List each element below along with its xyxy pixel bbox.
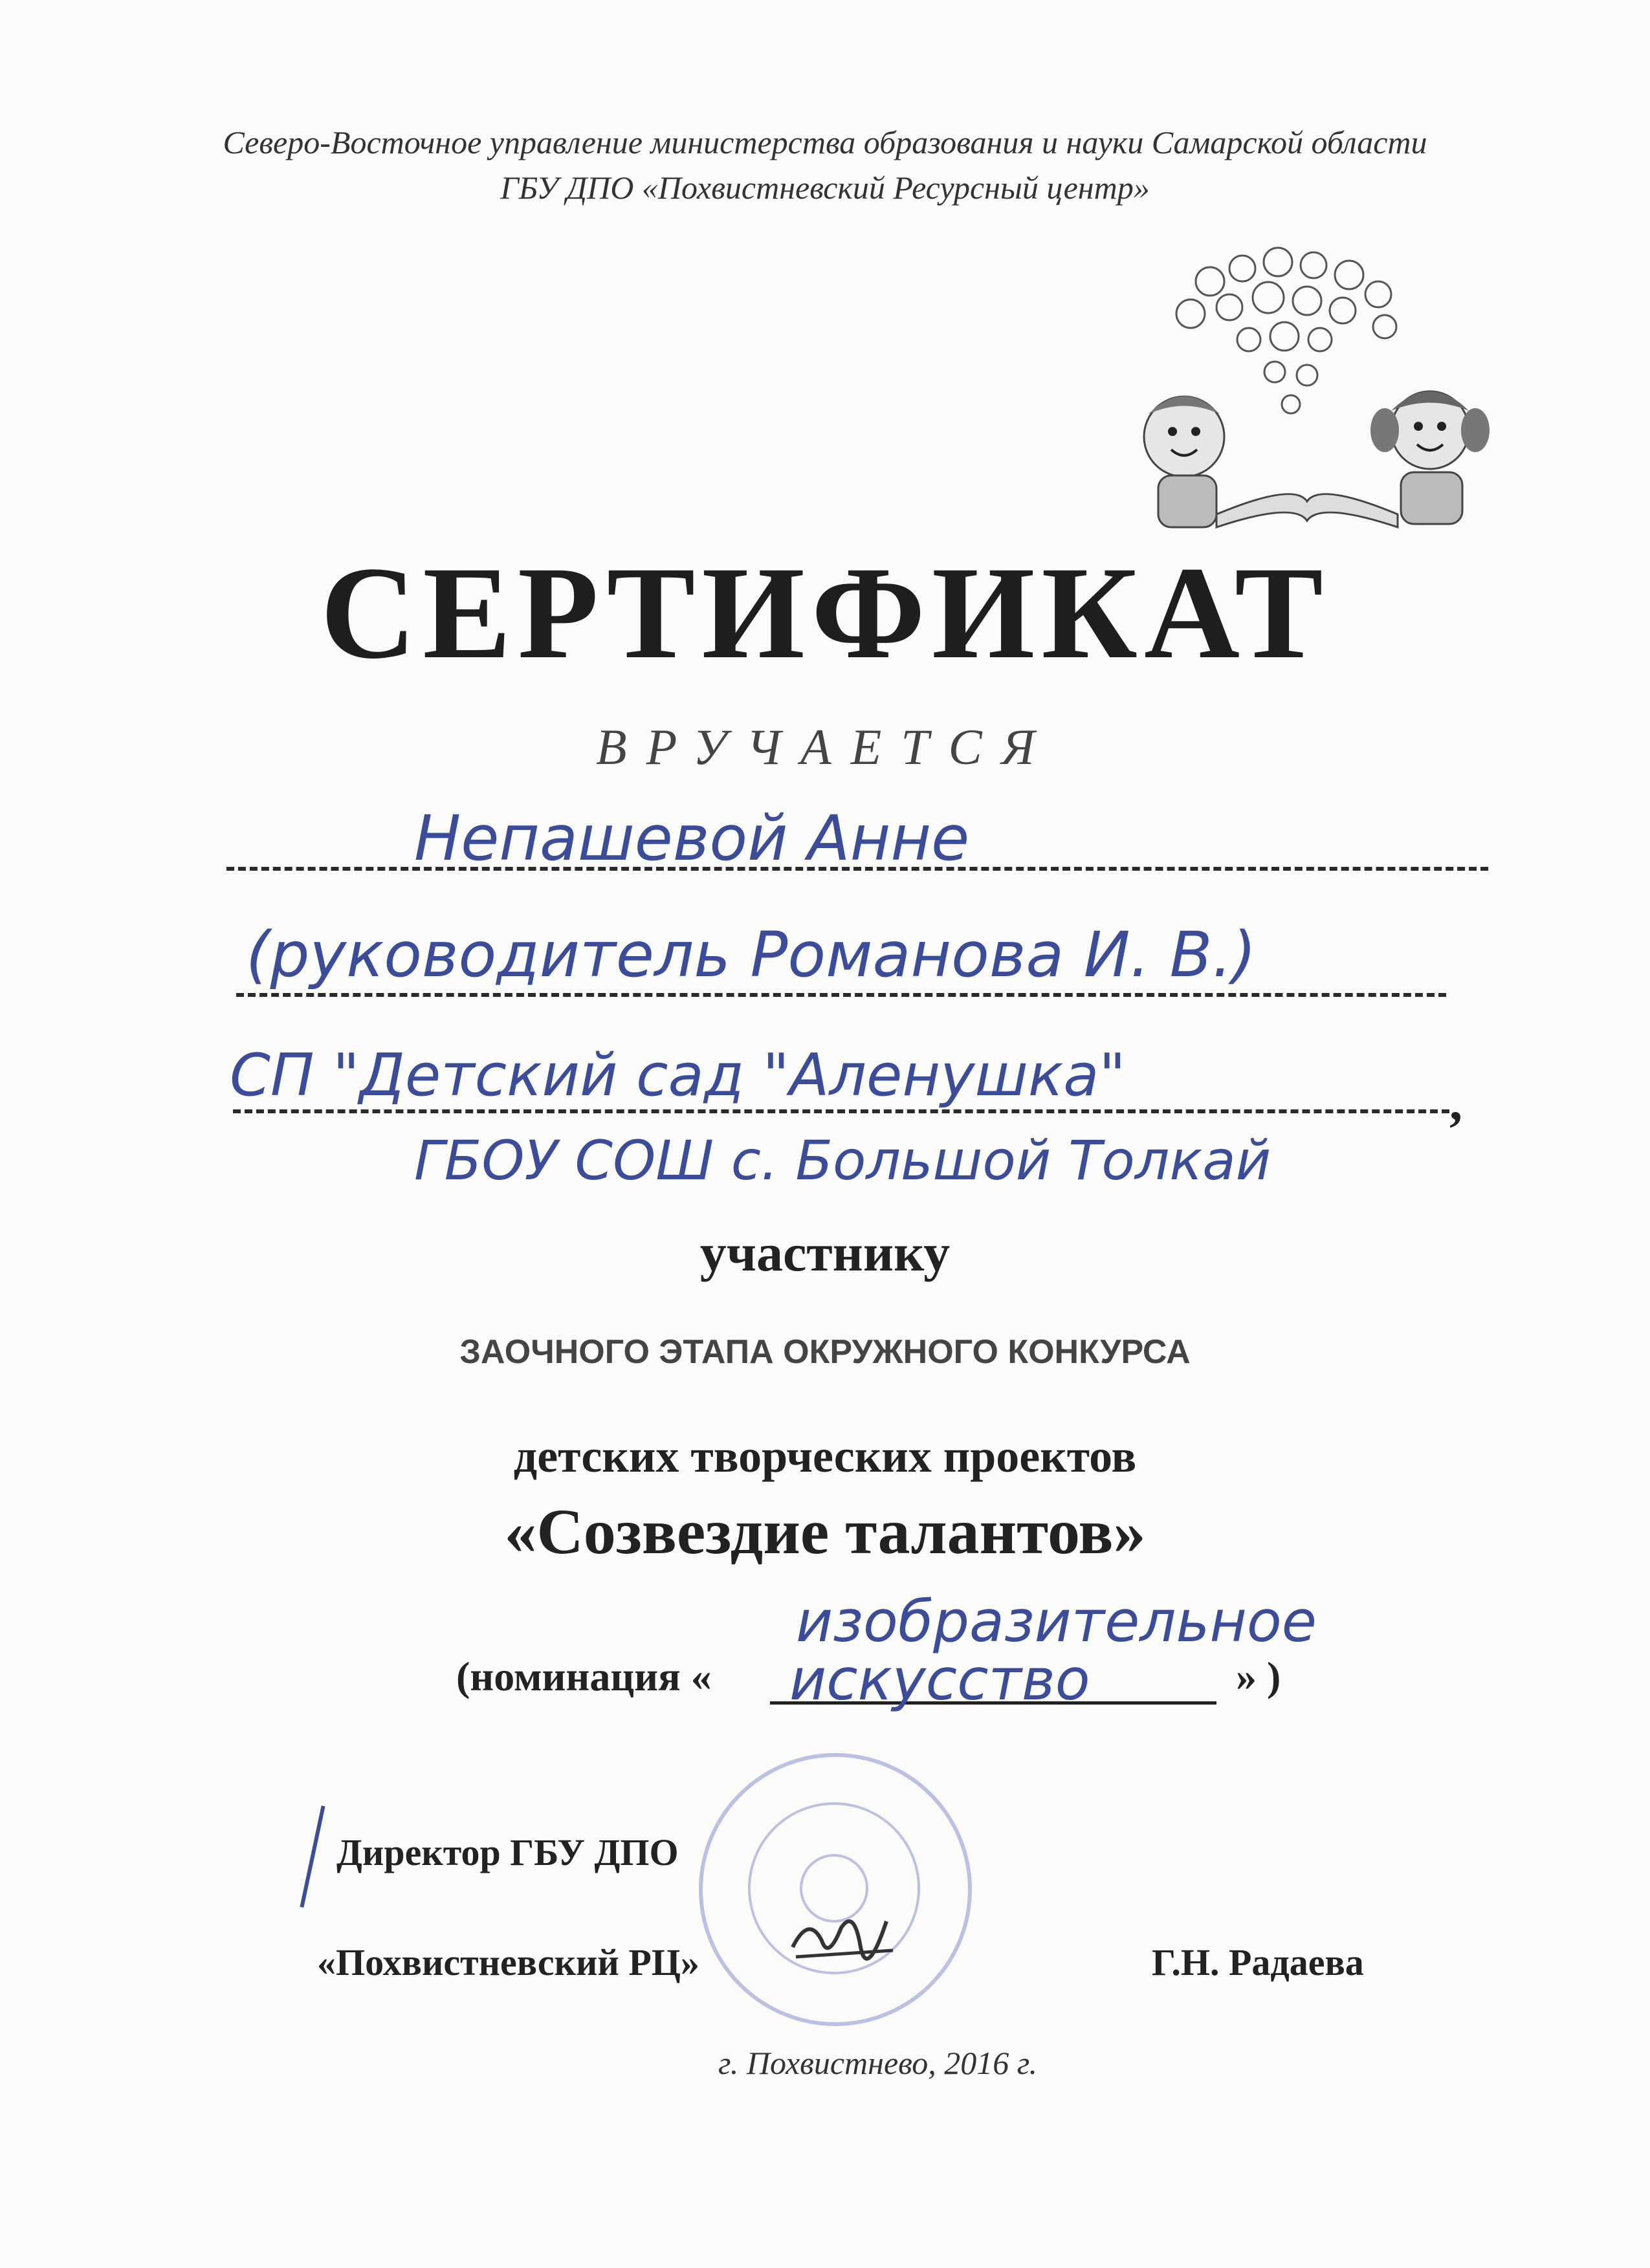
children-book-tree-icon [1113, 243, 1501, 534]
supervisor-line [236, 993, 1446, 997]
contest-name: «Созвездие талантов» [504, 1496, 1146, 1567]
nomination-prefix: (номинация « [456, 1653, 712, 1699]
contest-line: детских творческих проектов [513, 1430, 1137, 1482]
header-line-1: Северо-Восточное управление министерства образования и науки Самарской области [223, 124, 1427, 160]
recipient-name: Непашевой Анне [414, 802, 970, 875]
organization-line-1: СП "Детский сад "Аленушка" [230, 1041, 1126, 1109]
certificate-title: СЕРТИФИКАТ [320, 540, 1330, 686]
director-name: Г.Н. Радаева [1152, 1941, 1364, 1983]
director-role-line-1: Директор ГБУ ДПО [336, 1831, 679, 1873]
organization-line [233, 1109, 1449, 1113]
nomination-value-line-1: изобразительное [796, 1588, 1317, 1655]
contest-stage: ЗАОЧНОГО ЭТАПА ОКРУЖНОГО КОНКУРСА [459, 1333, 1191, 1371]
footer-place-year: г. Похвистнево, 2016 г. [718, 2045, 1038, 2081]
header-line-2: ГБУ ДПО «Похвистневский Ресурсный центр» [500, 169, 1150, 206]
organization-line-2: ГБОУ СОШ с. Большой Толкай [414, 1129, 1271, 1192]
nomination-value-line-2: искусство [789, 1646, 1090, 1713]
handwritten-signature-icon [783, 1902, 899, 1999]
awarded-to-label: ВРУЧАЕТСЯ [596, 719, 1054, 775]
director-role-line-2: «Похвистневский РЦ» [317, 1941, 699, 1983]
supervisor-name: (руководитель Романова И. В.) [246, 919, 1257, 991]
signature-slash-mark [300, 1805, 325, 1908]
participant-label: участнику [699, 1223, 951, 1282]
nomination-suffix: » ) [1236, 1653, 1281, 1699]
comma-mark: , [1449, 1074, 1462, 1131]
